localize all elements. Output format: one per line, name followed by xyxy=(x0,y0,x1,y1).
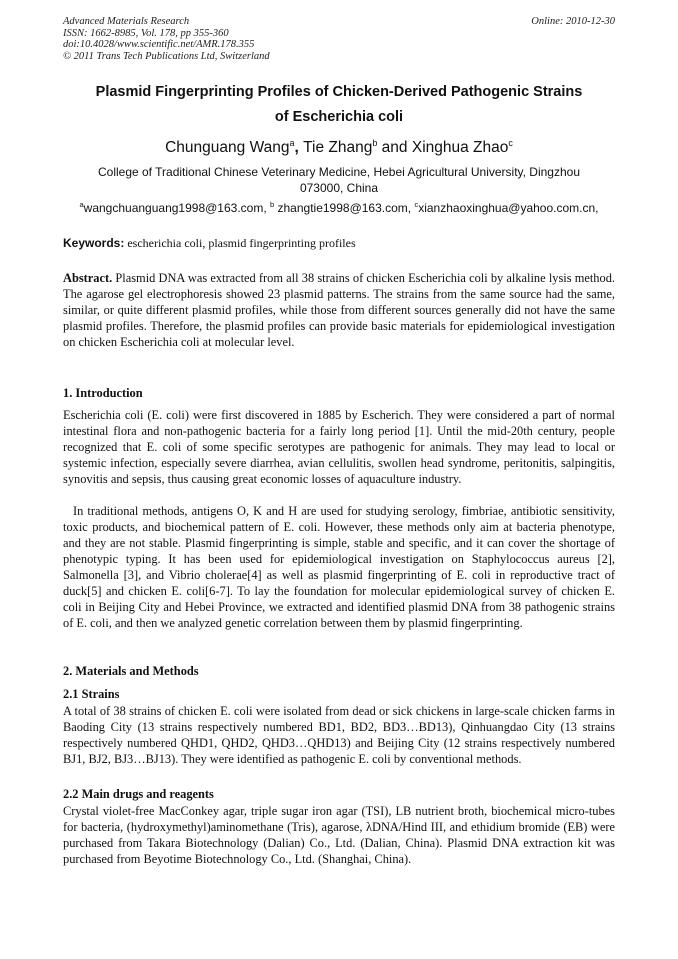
email-list xyxy=(60,200,618,215)
abstract-label: Abstract. xyxy=(63,271,113,285)
author-separator: and xyxy=(377,139,412,157)
abstract-text: Plasmid DNA was extracted from all 38 strains of chicken Escherichia coli by alkaline lysis method. The agarose gel electrophoresis showed 23 plasmid patterns. The strains from the same source had the same, similar, or quite different plasmid profiles, while those from different sources generally did not have the same plasmid profiles. Therefore, the plasmid profiles can provide basic materials for epidemiological investigation on chicken Escherichia coli at molecular level. xyxy=(63,271,615,349)
keywords-text: escherichia coli, plasmid fingerprinting profiles xyxy=(124,236,356,250)
affiliation xyxy=(76,164,602,196)
section-heading-introduction: 1. Introduction xyxy=(63,386,143,400)
keywords xyxy=(63,236,615,251)
author-3-mark: c xyxy=(508,138,513,148)
author-1-mark: a xyxy=(289,138,295,148)
author-2: Tie Zhang xyxy=(303,139,373,157)
author-1: Chunguang Wang xyxy=(165,139,290,157)
author-3: Xinghua Zhao xyxy=(411,139,509,157)
title-line-1: Plasmid Fingerprinting Profiles of Chicken-Derived Pathogenic Strains xyxy=(95,84,583,100)
author-list xyxy=(60,138,618,157)
intro-paragraph-2: In traditional methods, antigens O, K and H are used for studying serology, fimbriae, antibiotic sensitivity, toxic products, and biochemical pattern of E. coli. However, these methods only aim at bacteria phenotype, and they are not stable. Plasmid fingerprinting is simple, stable and specific, and it can cover the shortage of phenotypic typing. It has been used for epidemiological investigation on Staphylococcus aureus [2], Salmonella [3], and Vibrio cholerae[4] as well as plasmid fingerprinting of E. coli in reproductive tract of duck[5] and chicken E. coli[6-7]. To lay the foundation for molecular epidemiological survey of chicken E. coli in Beijing City and Hebei Province, we extracted and identified plasmid DNA from 38 pathogenic strains of E. coli, and then we analyzed genetic correlation between them by plasmid fingerprinting. xyxy=(63,504,615,630)
journal-header xyxy=(63,16,615,62)
keywords-label: Keywords: xyxy=(63,236,125,250)
author-separator: , xyxy=(294,139,304,157)
strains-paragraph: A total of 38 strains of chicken E. coli were isolated from dead or sick chickens in large-scale chicken farms in Baoding City (13 strains respectively numbered BD1, BD2, BD3…BD13), Qinhuangdao City (13 strains respectively numbered QHD1, QHD2, QHD3…QHD13) and Beijing City (12 strains respectively numbered BJ1, BJ2, BJ3…BJ13). They were identified as pathogenic E. coli by conventional methods. xyxy=(63,704,615,766)
drugs-paragraph: Crystal violet-free MacConkey agar, triple sugar iron agar (TSI), LB nutrient broth, biochemical micro-tubes for bacteria, (hydroxymethyl)aminomethane (Tris), agarose, λDNA/Hind III, and ethidium bromide (EB) were purchased from Takara Biotechnology (Dalian) Co., Ltd. (Dalian, China). Plasmid DNA extraction kit was purchased from Beyotime Biotechnology Co., Ltd. (Shanghai, China). xyxy=(63,804,615,866)
subsection-heading-strains: 2.1 Strains xyxy=(63,687,120,701)
email-b[interactable]: zhangtie1998@163.com, xyxy=(274,201,415,215)
abstract xyxy=(63,270,615,350)
email-c[interactable]: xianzhaoxinghua@yahoo.com.cn, xyxy=(418,201,599,215)
section-heading-methods: 2. Materials and Methods xyxy=(63,664,199,678)
journal-name: Advanced Materials Research xyxy=(63,16,190,27)
journal-copyright: © 2011 Trans Tech Publications Ltd, Switzerland xyxy=(63,50,270,62)
title-line-2: of Escherichia coli xyxy=(274,109,404,125)
email-a-mark: a xyxy=(79,200,84,209)
intro-paragraph-1: Escherichia coli (E. coli) were first discovered in 1885 by Escherich. They were considered a part of normal intestinal flora and non-pathogenic bacteria for a fairly long period [1]. Until the mid-20th century, people recognized that E. coli of some specific serotypes are pathogenic for animals. They may lead to local or systemic infection, especially severe diarrhea, avian cellulitis, swollen head syndrome, peritonitis, salpingitis, synovitis and sepsis, thus causing great economic losses of aquaculture industry. xyxy=(63,408,615,486)
paper-title xyxy=(60,80,618,130)
author-2-mark: b xyxy=(372,138,378,148)
email-c-mark: c xyxy=(414,200,419,209)
email-a[interactable]: wangchuanguang1998@163.com, xyxy=(83,201,270,215)
online-date: Online: 2010-12-30 xyxy=(531,16,615,27)
affiliation-line-1: College of Traditional Chinese Veterinary Medicine, Hebei Agricultural University, Dingzhou xyxy=(97,165,581,179)
affiliation-line-2: 073000, China xyxy=(299,181,379,195)
journal-doi: doi:10.4028/www.scientific.net/AMR.178.355 xyxy=(63,39,255,50)
journal-issn: ISSN: 1662-8985, Vol. 178, pp 355-360 xyxy=(63,27,229,39)
subsection-heading-drugs: 2.2 Main drugs and reagents xyxy=(63,787,214,801)
email-b-mark: b xyxy=(270,200,275,209)
